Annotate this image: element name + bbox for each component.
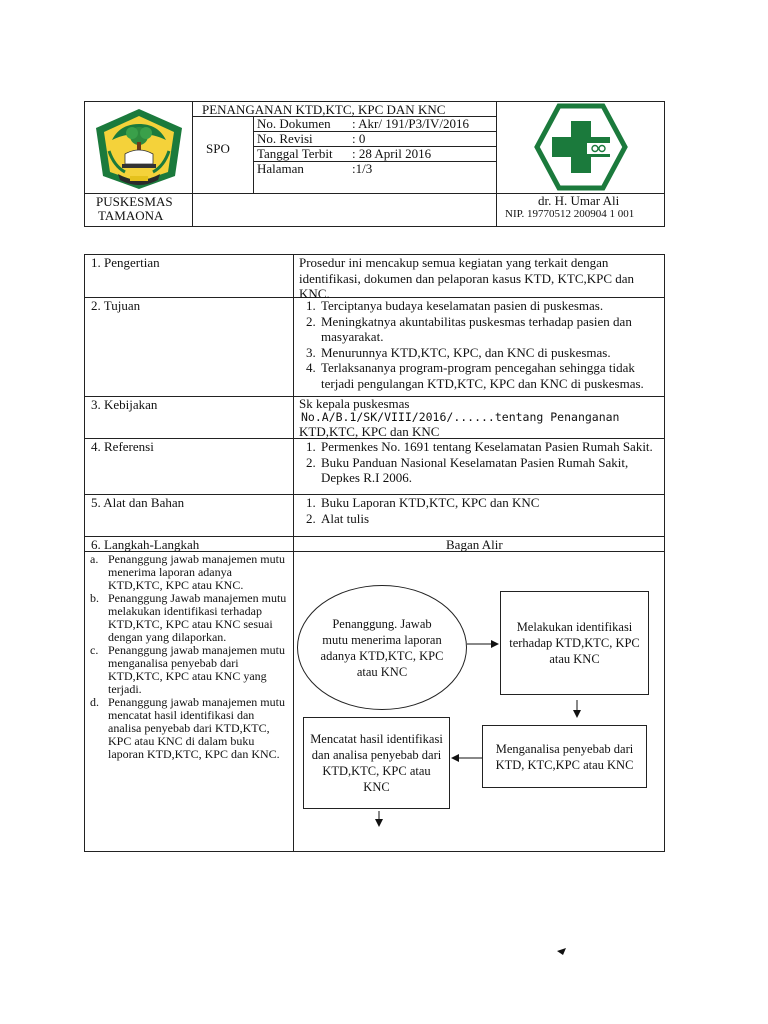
kebijakan-line2: No.A/B.1/SK/VIII/2016/......tentang Penanganan — [301, 410, 620, 424]
revision-value: : 0 — [352, 131, 366, 146]
list-item: 1. Terciptanya budaya keselamatan pasien di puskesmas. — [319, 298, 659, 314]
signer-nip: NIP. 19770512 200904 1 001 — [505, 208, 635, 220]
page-value: :1/3 — [352, 161, 373, 176]
doc-number-label: No. Dokumen — [257, 116, 331, 131]
step-marker: d. — [90, 695, 99, 709]
spo-label: SPO — [206, 141, 230, 156]
flow-record-node: Mencatat hasil identifikasi dan analisa penyebab dari KTD,KTC, KPC atau KNC — [303, 717, 450, 809]
signer-name: dr. H. Umar Ali — [538, 193, 620, 208]
step-text: Penanggung jawab manajemen mutu menganalisa penyebab dari KTD,KTC, KPC atau KNC yang terjadi. — [108, 643, 285, 696]
document-title: PENANGANAN KTD,KTC, KPC DAN KNC — [202, 102, 446, 117]
list-item: 2. Alat tulis — [319, 511, 659, 527]
org-name-line2: TAMAONA — [98, 208, 164, 223]
section-label-referensi: 4. Referensi — [91, 439, 154, 454]
stray-arrow-mark — [557, 948, 566, 955]
revision-label: No. Revisi — [257, 131, 313, 146]
section-label-tujuan: 2. Tujuan — [91, 298, 141, 313]
step-marker: c. — [90, 643, 99, 657]
issue-date-label: Tanggal Terbit — [257, 146, 333, 161]
bagan-alir-label: Bagan Alir — [446, 537, 503, 552]
step-text: Penanggung Jawab manajemen mutu melakukan identifikasi terhadap KTD,KTC, KPC atau KNC sesuai dengan yang dilaporkan. — [108, 591, 287, 644]
doc-number-value: : Akr/ 191/P3/IV/2016 — [352, 116, 470, 131]
pengertian-text: Prosedur ini mencakup semua kegiatan yang terkait dengan identifikasi, dokumen dan pelaporan kasus KTD, KTC,KPC dan KNC. — [299, 255, 635, 301]
issue-date-value: : 28 April 2016 — [352, 146, 432, 161]
section-label-kebijakan: 3. Kebijakan — [91, 397, 158, 412]
kebijakan-line1: Sk kepala puskesmas — [299, 396, 410, 411]
step-marker: b. — [90, 591, 99, 605]
flow-analyze-node: Menganalisa penyebab dari KTD, KTC,KPC atau KNC — [482, 725, 647, 788]
step-text: Penanggung jawab manajemen mutu mencatat hasil identifikasi dan analisa penyebab dari KTD,KTC, KPC atau KNC di dalam buku laporan KTD,KTC, KPC dan KNC. — [108, 695, 285, 761]
flow-identify-node: Melakukan identifikasi terhadap KTD,KTC, KPC atau KNC — [500, 591, 649, 695]
page-label: Halaman — [257, 161, 304, 176]
section-label-langkah: 6. Langkah-Langkah — [91, 537, 200, 552]
kebijakan-line3: KTD,KTC, KPC dan KNC — [299, 424, 440, 439]
list-item: 4. Terlaksananya program-program pencegahan sehingga tidak terjadi pengulangan KTD,KTC, KPC dan KNC di puskesmas. — [319, 360, 659, 391]
section-label-pengertian: 1. Pengertian — [91, 255, 160, 270]
list-item: 2. Buku Panduan Nasional Keselamatan Pasien Rumah Sakit, Depkes R.I 2006. — [319, 455, 659, 486]
flow-start-node: Penanggung. Jawab mutu menerima laporan adanya KTD,KTC, KPC atau KNC — [297, 585, 467, 710]
step-text: Penanggung jawab manajemen mutu menerima laporan adanya KTD,KTC, KPC atau KNC. — [108, 552, 285, 592]
org-name-line1: PUSKESMAS — [96, 194, 173, 209]
list-item: 1. Permenkes No. 1691 tentang Keselamatan Pasien Rumah Sakit. — [319, 439, 659, 455]
list-item: 2. Meningkatnya akuntabilitas puskesmas terhadap pasien dan masyarakat. — [319, 314, 659, 345]
list-item: 1. Buku Laporan KTD,KTC, KPC dan KNC — [319, 495, 659, 511]
list-item: 3. Menurunnya KTD,KTC, KPC, dan KNC di puskesmas. — [319, 345, 659, 361]
section-label-alat: 5. Alat dan Bahan — [91, 495, 185, 510]
step-marker: a. — [90, 552, 99, 566]
